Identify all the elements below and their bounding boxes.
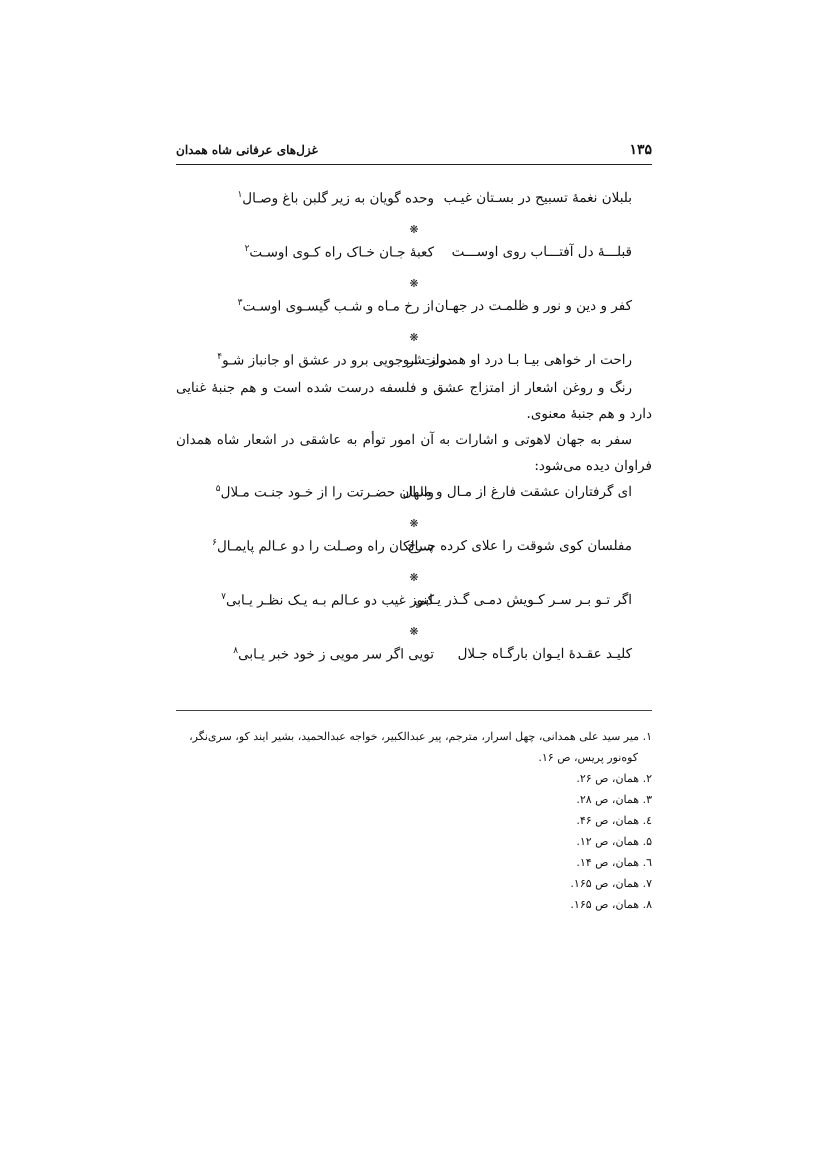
footnote-marker: ۵	[215, 484, 221, 494]
footnote-marker: ۶	[212, 538, 217, 548]
hemistich-second: از رخ مـاه و شـب گیسـوی اوسـت$^۳$	[237, 298, 434, 315]
hemistich-second: وحده گویان به زیر گلبن باغ وصـال$^۱$	[237, 190, 434, 207]
poem-block-2	[176, 484, 652, 672]
footnote: ۵. همان، ص ۱۲.	[576, 835, 652, 848]
ornament-separator: ❋	[409, 223, 419, 236]
footnote: ۷. همان، ص ۱۶۵.	[570, 877, 652, 890]
footnote: ٦. همان، ص ۱۴.	[576, 856, 652, 869]
page-number: ۱۳۵	[629, 142, 652, 158]
hemistich-first: کلیـد عقـدهٔ ایـوان بارگـاه جـلال	[457, 646, 632, 662]
ornament-separator: ❋	[409, 331, 419, 344]
couplet	[176, 592, 652, 618]
ornament-separator: ❋	[409, 277, 419, 290]
poem-block-1	[176, 190, 652, 378]
footnote-marker: ۸	[233, 646, 239, 656]
prose-block	[176, 375, 652, 479]
footnote-marker: ۴	[217, 352, 223, 362]
footnote: ۸. همان، ص ۱۶۵.	[570, 898, 652, 911]
footnote: ٤. همان، ص ۴۶.	[576, 814, 652, 827]
couplet	[176, 646, 652, 672]
hemistich-first: اگر تـو بـر سـر کـویش دمـی گـذر یـابی	[414, 592, 632, 608]
couplet	[176, 190, 652, 216]
hemistich-first: بلبلان نغمهٔ تسبیح در بسـتان غیـب	[443, 190, 632, 206]
ornament-separator: ❋	[409, 517, 419, 530]
hemistich-first: قبلـــهٔ دل آفتـــاب روی اوســـت	[451, 244, 632, 260]
footnote: ۱. میر سید علی همدانی، چهل اسرار، مترجم، پیر عبدالکبیر، خواجه عبدالحمید، بشیر ایند کو، سری‌نگر، کوه‌نور پریس، ص ۱۶.	[189, 730, 652, 764]
hemistich-second: تویی اگر سر مویی ز خود خبر یـابی$^۸$	[233, 646, 434, 663]
footnote-marker: ۷	[221, 592, 226, 602]
footnote-marker: ۲	[244, 244, 250, 254]
couplet	[176, 484, 652, 510]
hemistich-first: ای گرفتاران عشقت فارغ از مـال و منـال	[402, 484, 632, 500]
paragraph: رنگ و روغن اشعار از امتزاج عشق و فلسفه درست شده است و هم جنبهٔ غنایی دارد و هم جنبهٔ معنوی.	[176, 380, 652, 422]
hemistich-second: دولت ار جویی برو در عشق او جانباز شـو$^۴$	[217, 352, 452, 369]
running-header	[176, 140, 652, 165]
hemistich-second: کنوز غیب دو عـالم بـه یـک نظـر یـابی$^۷$	[221, 592, 434, 609]
paragraph: سفر به جهان لاهوتی و اشارات به آن امور توأم به عاشقی در اشعار شاه همدان فراوان دیده می‌شود:	[176, 432, 652, 474]
footnote-marker: ۳	[237, 298, 243, 308]
footnote-divider	[176, 710, 652, 711]
ornament-separator: ❋	[409, 571, 419, 584]
footnote-marker: ۱	[237, 190, 243, 200]
footnote: ۳. همان، ص ۲۸.	[576, 793, 652, 806]
footnote: ۲. همان، ص ۲۶.	[576, 772, 652, 785]
ornament-separator: ❋	[409, 625, 419, 638]
running-title: غزل‌های عرفانی شاه همدان	[176, 143, 318, 157]
hemistich-second: سـالکان راه وصـلت را دو عـالم پایمـال$^۶$	[212, 538, 434, 555]
hemistich-first: مفلسان کوی شوقت را علای کرده چـرخ	[407, 538, 632, 554]
book-page	[176, 0, 652, 1169]
hemistich-second: کعبهٔ جـان خـاک راه کـوی اوسـت$^۲$	[244, 244, 434, 261]
hemistich-second: والهان حضـرتت را از خـود جنـت مـلال$^۵$	[215, 484, 434, 501]
couplet	[176, 298, 652, 324]
couplet	[176, 538, 652, 564]
hemistich-first: کفر و دین و نور و ظلمـت در جهـان	[434, 298, 632, 314]
couplet	[176, 244, 652, 270]
footnotes	[176, 726, 652, 915]
hemistich-first: راحت ار خواهی بیـا بـا درد او همـراز شـو	[402, 352, 632, 368]
